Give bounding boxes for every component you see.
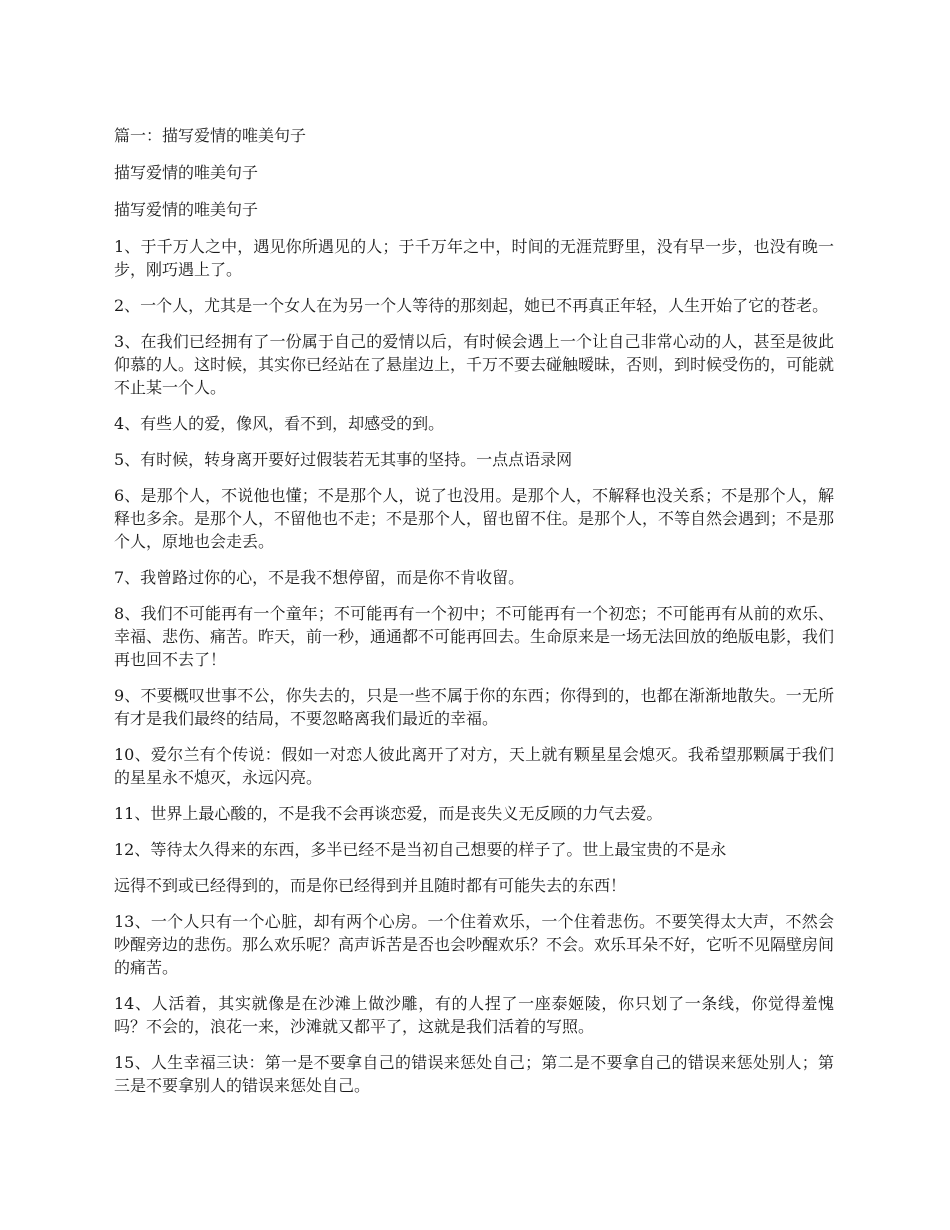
document-subtitle: 描写爱情的唯美句子 (114, 200, 259, 219)
document-subtitle: 描写爱情的唯美句子 (114, 163, 259, 182)
paragraph: 远得不到或已经得到的，而是你已经得到并且随时都有可能失去的东西！ (114, 876, 627, 895)
paragraph: 15、人生幸福三诀：第一是不要拿自己的错误来惩处自己；第二是不要拿自己的错误来惩处别人；第三是不要拿别人的错误来惩处自己。 (114, 1053, 834, 1095)
paragraph: 6、是那个人，不说他也懂；不是那个人，说了也没用。是那个人，不解释也没关系；不是那个人，解释也多余。是那个人，不留他也不走；不是那个人，留也留不住。是那个人，不等自然会遇到；不是那个人，原地也会走丢。 (114, 486, 835, 551)
paragraph: 11、世界上最心酸的，不是我不会再谈恋爱，而是丧失义无反顾的力气去爱。 (114, 804, 663, 823)
document-heading: 篇一：描写爱情的唯美句子 (114, 126, 307, 145)
paragraph: 2、一个人，尤其是一个女人在为另一个人等待的那刻起，她已不再真正年轻，人生开始了它的苍老。 (114, 296, 829, 315)
paragraph: 9、不要概叹世事不公，你失去的，只是一些不属于你的东西；你得到的，也都在渐渐地散失。一无所有才是我们最终的结局，不要忽略离我们最近的幸福。 (114, 686, 834, 728)
paragraph: 5、有时候，转身离开要好过假装若无其事的坚持。一点点语录网 (114, 450, 573, 469)
document-body (114, 124, 834, 1110)
paragraph: 13、一个人只有一个心脏，却有两个心房。一个住着欢乐，一个住着悲伤。不要笑得太大声，不然会吵醒旁边的悲伤。那么欢乐呢？高声诉苦是否也会吵醒欢乐？不会。欢乐耳朵不好，它听不见隔壁房间的痛苦。 (114, 912, 835, 977)
paragraph: 14、人活着，其实就像是在沙滩上做沙雕，有的人捏了一座泰姬陵，你只划了一条线，你觉得羞愧吗？不会的，浪花一来，沙滩就又都平了，这就是我们活着的写照。 (114, 994, 834, 1036)
paragraph: 3、在我们已经拥有了一份属于自己的爱情以后，有时候会遇上一个让自己非常心动的人，甚至是彼此仰慕的人。这时候，其实你已经站在了悬崖边上，千万不要去碰触暧昧，否则，到时候受伤的，可能就不止某一个人。 (114, 332, 835, 397)
paragraph: 8、我们不可能再有一个童年；不可能再有一个初中；不可能再有一个初恋；不可能再有从前的欢乐、幸福、悲伤、痛苦。昨天，前一秒，通通都不可能再回去。生命原来是一场无法回放的绝版电影，我们再也回不去了！ (114, 604, 835, 669)
paragraph: 4、有些人的爱，像风，看不到，却感受的到。 (114, 414, 445, 433)
paragraph: 10、爱尔兰有个传说：假如一对恋人彼此离开了对方，天上就有颗星星会熄灭。我希望那颗属于我们的星星永不熄灭，永远闪亮。 (114, 745, 834, 787)
paragraph: 1、于千万人之中，遇见你所遇见的人；于千万年之中，时间的无涯荒野里，没有早一步，也没有晚一步，刚巧遇上了。 (114, 237, 834, 279)
paragraph: 12、等待太久得来的东西，多半已经不是当初自己想要的样子了。世上最宝贵的不是永 (114, 840, 727, 859)
paragraph: 7、我曾路过你的心，不是我不想停留，而是你不肯收留。 (114, 568, 525, 587)
